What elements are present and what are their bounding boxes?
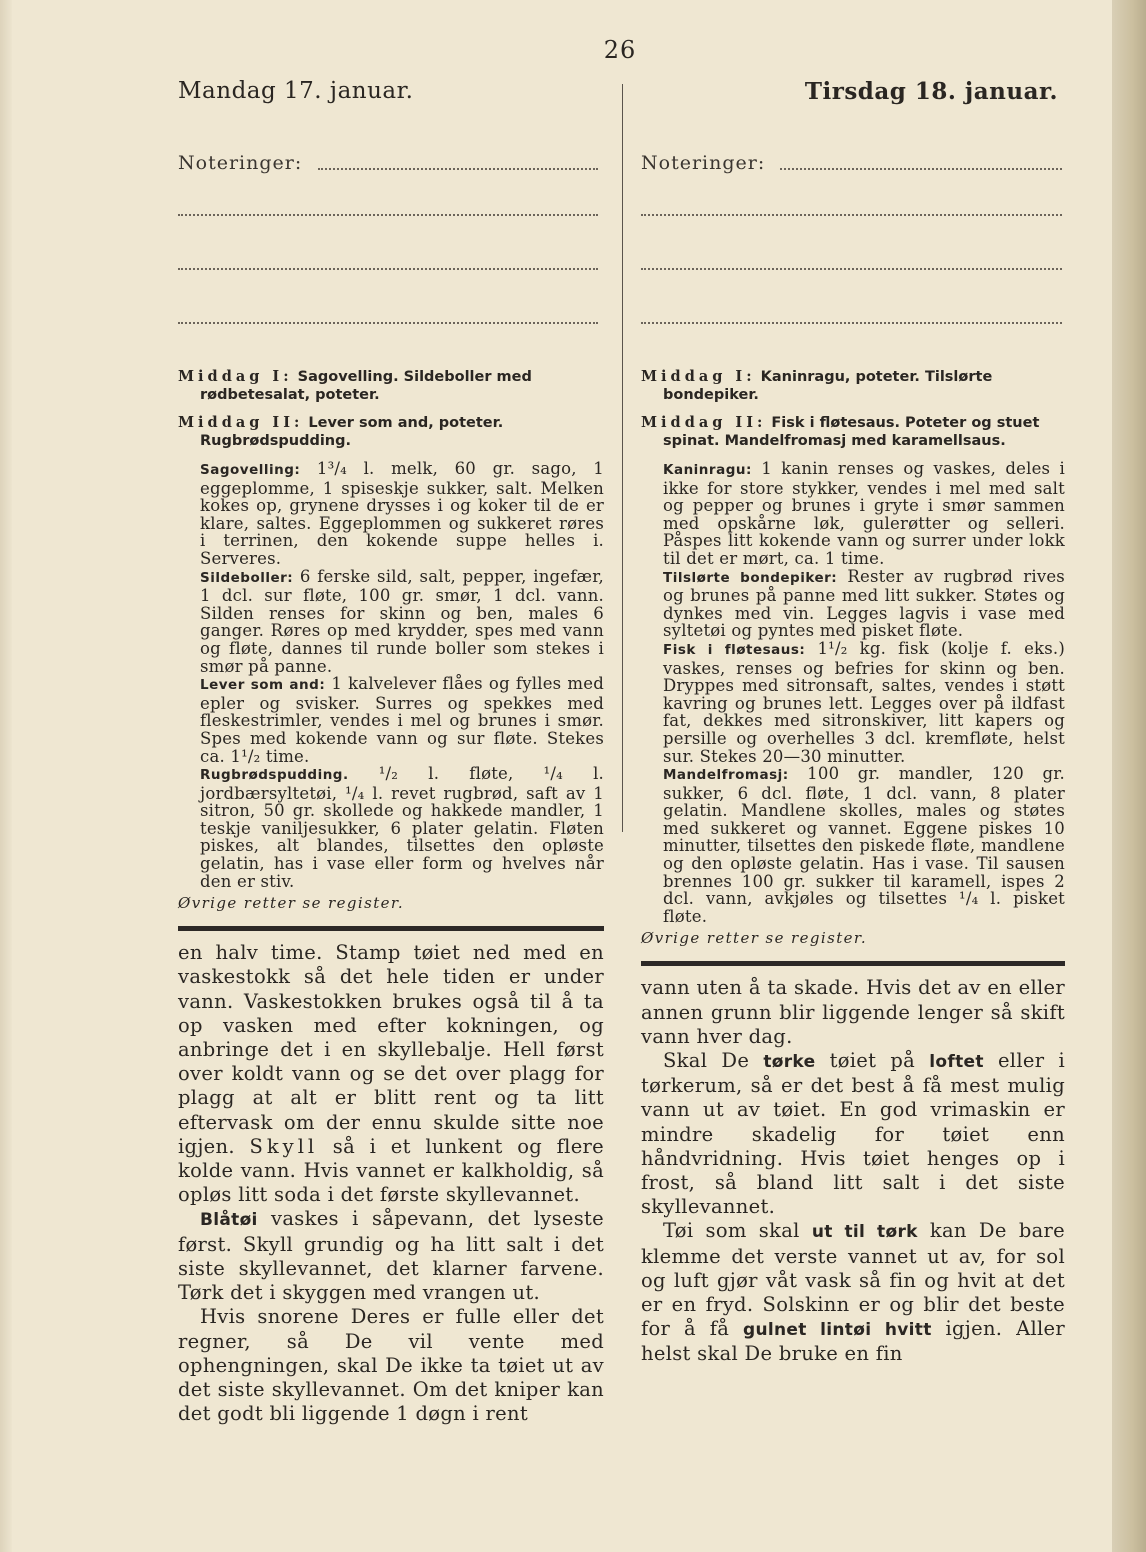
- menu-dinner-1: Middag I: Kaninragu, poteter. Tilslørte bondepiker.: [641, 368, 993, 403]
- notes-line: [641, 322, 1062, 324]
- recipe-list: [641, 460, 1065, 925]
- recipe-list: [178, 460, 604, 890]
- day-heading-monday: Mandag 17. januar.: [178, 78, 414, 104]
- other-recipes-note: Øvrige retter se register.: [641, 929, 867, 948]
- notes-line: [641, 268, 1062, 270]
- column-divider: [622, 84, 623, 832]
- notes-line: [318, 168, 598, 170]
- menu-dinner-2: Middag II: Lever som and, poteter. Rugbrødspudding.: [178, 414, 504, 449]
- recipe-item: Sagovelling: 1³/₄ l. melk, 60 gr. sago, 1 eggeplomme, 1 spiseskje sukker, salt. Melken kokes op, grynene drysses i og koker til de er klare, saltes. Eggeplommen og sukkeret røres i terrinen, den kokende suppe helles i. Serveres.: [200, 459, 604, 568]
- other-recipes-note: Øvrige retter se register.: [178, 894, 404, 913]
- recipe-item: Rugbrødspudding. ¹/₂ l. fløte, ¹/₄ l. jordbærsyltetøi, ¹/₄ l. revet rugbrød, saft av 1 sitron, 50 gr. skollede og hakkede mandler, 1 teskje vaniljesukker, 6 plater gelatin. Fløten piskes, alt blandes, tilsettes den opløste gelatin, has i vase eller form og hvelves når den er stiv.: [200, 764, 604, 891]
- left-column: [178, 368, 604, 1426]
- recipe-item: Kaninragu: 1 kanin renses og vaskes, deles i ikke for store stykker, vendes i mel med salt og pepper og brunes i gryte i smør sammen med opskårne løk, gulerøtter og selleri. Påspes litt kokende vann og surrer under lokk til det er mørt, ca. 1 time.: [663, 459, 1065, 568]
- menu-dinner-2: Middag II: Fisk i fløtesaus. Poteter og stuet spinat. Mandelfromasj med karamellsaus.: [641, 414, 1040, 449]
- recipe-item: Mandelfromasj: 100 gr. mandler, 120 gr. sukker, 6 dcl. fløte, 1 dcl. vann, 8 plater gelatin. Mandlene skolles, males og støtes med sukkeret og vannet. Eggene piskes 10 minutter, tilsettes den piskede fløte, mandlene og den opløste gelatin. Has i vase. Til sausen brennes 100 gr. sukker til karamell, ispes 2 dcl. vann, avkjøles og tilsettes ¹/₄ l. pisket fløte.: [663, 764, 1065, 926]
- notes-label-right: Noteringer:: [641, 152, 766, 174]
- notes-line: [780, 168, 1062, 170]
- notes-label-left: Noteringer:: [178, 152, 303, 174]
- menu-dinner-1: Middag I: Sagovelling. Sildeboller med rødbetesalat, poteter.: [178, 368, 532, 403]
- day-heading-tuesday: Tirsdag 18. januar.: [804, 78, 1058, 105]
- recipe-item: Lever som and: 1 kalvelever flåes og fylles med epler og svisker. Surres og spekkes med fleskestrimler, vendes i mel og brunes i smør. Spes med kokende vann og sur fløte. Stekes ca. 1¹/₂ time.: [200, 674, 604, 766]
- notes-line: [178, 214, 598, 216]
- page-number: 26: [603, 36, 637, 64]
- page-edge-right: [1112, 0, 1146, 1552]
- laundry-text-left: en halv time. Stamp tøiet ned med en vaskestokk så det hele tiden er under vann. Vaskestokken brukes også til å ta op vasken med efter kokningen, og anbringe det i en skyllebalje. Hell først over koldt vann og se det over plagg for plagg at alt er blitt rent og ta litt eftervask om der ennu skulde sitte noe igjen. Skyll så i et lunkent og flere kolde vann. Hvis vannet er kalkholdig, så opløs litt soda i det første skyllevannet. Blåtøi vaskes i såpevann, det lyseste først. Skyll grundig og ha litt salt i det siste skyllevannet, det klarner farvene. Tørk det i skyggen med vrangen ut. Hvis snorene Deres er fulle eller det regner, så De vil vente med ophengningen, skal De ikke ta tøiet ut av det siste skyllevannet. Om det kniper kan det godt bli liggende 1 døgn i rent: [178, 941, 605, 1426]
- recipe-item: Sildeboller: 6 ferske sild, salt, pepper, ingefær, 1 dcl. sur fløte, 100 gr. smør, 1 dcl. vann. Silden renses for skinn og ben, males 6 ganger. Røres op med krydder, spes med vann og fløte, dannes til runde boller som stekes i smør på panne.: [200, 566, 604, 676]
- recipe-item: Tilslørte bondepiker: Rester av rugbrød rives og brunes på panne med litt sukker. Støtes og dynkes med vin. Legges lagvis i vase med syltetøi og pyntes med pisket fløte.: [663, 566, 1065, 641]
- page-edge-left: [0, 0, 12, 1552]
- notes-line: [178, 268, 598, 270]
- right-column: [641, 368, 1065, 1367]
- section-rule: [641, 961, 1065, 966]
- notes-line: [641, 214, 1062, 216]
- notes-line: [178, 322, 598, 324]
- section-rule: [178, 926, 604, 931]
- laundry-text-right: vann uten å ta skade. Hvis det av en eller annen grunn blir liggende lenger så skift vann hver dag. Skal De tørke tøiet på loftet eller i tørkerum, så er det best å få mest mulig vann ut av tøiet. En god vrimaskin er mindre skadelig for tøiet enn håndvridning. Hvis tøiet henges op i frost, så bland litt salt i det siste skyllevannet. Tøi som skal ut til tørk kan De bare klemme det verste vannet ut av, for sol og luft gjør våt vask så fin og hvit at det er en fryd. Solskinn er og blir det beste for å få gulnet lintøi hvitt igjen. Aller helst skal De bruke en fin: [641, 976, 1066, 1366]
- recipe-item: Fisk i fløtesaus: 1¹/₂ kg. fisk (kolje f. eks.) vaskes, renses og befries for skinn og ben. Dryppes med sitronsaft, saltes, vendes i støtt kavring og brunes lett. Legges over på ildfast fat, dekkes med sitronskiver, litt kapers og persille og overhelles 3 dcl. kremfløte, helst sur. Stekes 20—30 minutter.: [663, 638, 1066, 766]
